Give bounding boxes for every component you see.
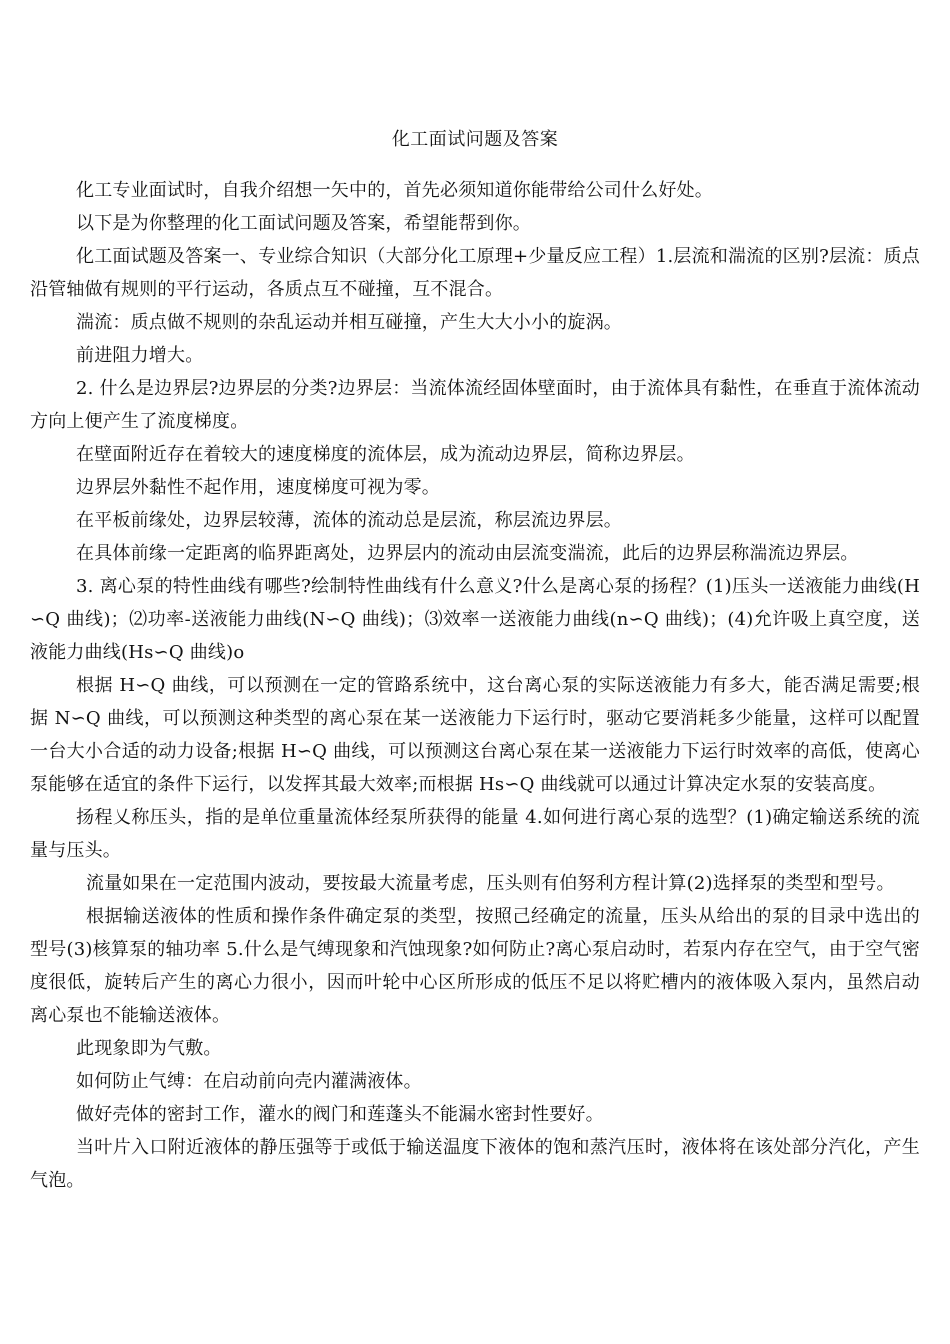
paragraph: 在壁面附近存在着较大的速度梯度的流体层，成为流动边界层，简称边界层。 <box>76 444 695 465</box>
paragraph: 扬程乂称压头，指的是单位重量流体经泵所获得的能量 4.如何进行离心泵的选型？(1)确定输送系统的流量与压头。 <box>30 807 920 861</box>
paragraph: 流量如果在一定范围内波动，要按最大流量考虑，压头则有伯努利方程计算(2)选择泵的类型和型号。 <box>86 873 895 894</box>
paragraph: 当叶片入口附近液体的静压强等于或低于输送温度下液体的饱和蒸汽压时，液体将在该处部分汽化，产生气泡。 <box>30 1137 920 1191</box>
paragraph: 以下是为你整理的化工面试问题及答案，希望能帮到你。 <box>76 213 531 234</box>
paragraph: 如何防止气缚：在启动前向壳内灌满液体。 <box>76 1071 422 1092</box>
paragraph: 化工面试题及答案一、专业综合知识（大部分化工原理+少量反应工程）1.层流和湍流的区别?层流：质点沿管轴做有规则的平行运动，各质点互不碰撞，互不混合。 <box>30 246 920 300</box>
paragraph: 在平板前缘处，边界层较薄，流体的流动总是层流，称层流边界层。 <box>76 510 622 531</box>
paragraph: 根据 H∽Q 曲线，可以预测在一定的管路系统中，这台离心泵的实际送液能力有多大，能否满足需要;根据 N∽Q 曲线，可以预测这种类型的离心泵在某一送液能力下运行时，驱动它要消耗多少能量，这样可以配置一台大小合适的动力设备;根据 H∽Q 曲线，可以预测这台离心泵在某一送液能力下运行时效率的高低，使离心泵能够在适宜的条件下运行，以发挥其最大效率;而根据 Hs∽Q 曲线就可以通过计算决定水泵的安装高度。 <box>30 675 920 795</box>
document-title: 化工面试问题及答案 <box>391 129 559 150</box>
paragraph: 在具体前缘一定距离的临界距离处，边界层内的流动由层流变湍流，此后的边界层称湍流边界层。 <box>76 543 859 564</box>
paragraph: 3. 离心泵的特性曲线有哪些?绘制特性曲线有什么意义?什么是离心泵的扬程？(1)压头一送液能力曲线(H∽Q 曲线)；⑵功率-送液能力曲线(N∽Q 曲线)；⑶效率一送液能力曲线(n∽Q 曲线)；(4)允许吸上真空度，送液能力曲线(Hs∽Q 曲线)o <box>30 576 920 663</box>
paragraph: 此现象即为气敷。 <box>76 1038 222 1059</box>
paragraph: 化工专业面试时，自我介绍想一矢中的，首先必须知道你能带给公司什么好处。 <box>76 180 713 201</box>
paragraph: 根据输送液体的性质和操作条件确定泵的类型，按照己经确定的流量，压头从给出的泵的目录中选出的型号(3)核算泵的轴功率 5.什么是气缚现象和汽蚀现象?如何防止?离心泵启动时，若泵内存在空气，由于空气密度很低，旋转后产生的离心力很小，因而叶轮中心区所形成的低压不足以将贮槽内的液体吸入泵内，虽然启动离心泵也不能输送液体。 <box>30 906 920 1026</box>
paragraph: 2. 什么是边界层?边界层的分类?边界层：当流体流经固体壁面时，由于流体具有黏性，在垂直于流体流动方向上便产生了流度梯度。 <box>30 378 920 432</box>
document-body <box>30 174 920 1197</box>
paragraph: 前进阻力增大。 <box>76 345 204 366</box>
paragraph: 边界层外黏性不起作用，速度梯度可视为零。 <box>76 477 440 498</box>
paragraph: 湍流：质点做不规则的杂乱运动并相互碰撞，产生大大小小的旋涡。 <box>76 312 622 333</box>
paragraph: 做好壳体的密封工作，灌水的阀门和莲蓬头不能漏水密封性要好。 <box>76 1104 604 1125</box>
